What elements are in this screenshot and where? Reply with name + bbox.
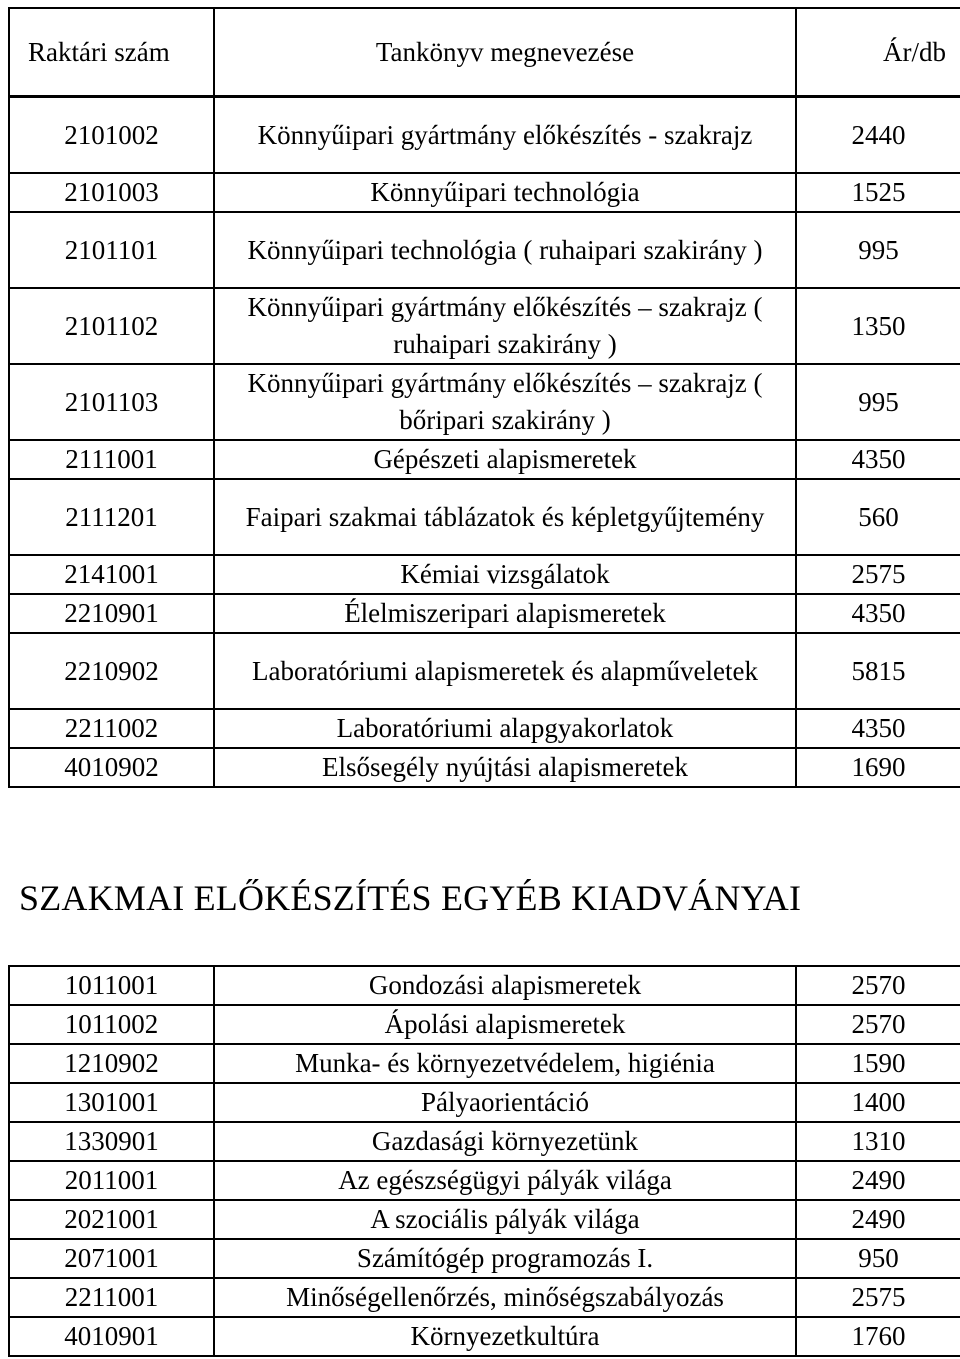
cell-code: 2210901: [9, 594, 214, 633]
cell-code: 2011001: [9, 1161, 214, 1200]
table-row: [9, 173, 960, 212]
table-row: [9, 1161, 960, 1200]
cell-price: 1350: [796, 288, 960, 364]
cell-title: Ápolási alapismeretek: [214, 1005, 796, 1044]
cell-title: Az egészségügyi pályák világa: [214, 1161, 796, 1200]
cell-price: 2490: [796, 1161, 960, 1200]
cell-title: Elsősegély nyújtási alapismeretek: [214, 748, 796, 787]
cell-code: 1301001: [9, 1083, 214, 1122]
header-price: Ár/db: [796, 8, 960, 97]
cell-title: Számítógép programozás I.: [214, 1239, 796, 1278]
cell-title: Könnyűipari gyártmány előkészítés – szakrajz ( ruhaipari szakirány ): [214, 288, 796, 364]
cell-code: 1011001: [9, 966, 214, 1005]
cell-code: 2021001: [9, 1200, 214, 1239]
cell-code: 4010902: [9, 748, 214, 787]
table-row: [9, 594, 960, 633]
cell-code: 2211002: [9, 709, 214, 748]
cell-title: Faipari szakmai táblázatok és képletgyűjtemény: [214, 479, 796, 555]
table-row: [9, 440, 960, 479]
cell-title: A szociális pályák világa: [214, 1200, 796, 1239]
table-row: [9, 966, 960, 1005]
cell-title: Könnyűipari technológia: [214, 173, 796, 212]
cell-code: 2210902: [9, 633, 214, 709]
cell-title: Könnyűipari gyártmány előkészítés - szakrajz: [214, 97, 796, 174]
cell-price: 2570: [796, 1005, 960, 1044]
table-row: [9, 1083, 960, 1122]
cell-title: Gépészeti alapismeretek: [214, 440, 796, 479]
cell-code: 2101002: [9, 97, 214, 174]
table-row: [9, 1278, 960, 1317]
cell-price: 560: [796, 479, 960, 555]
cell-price: 5815: [796, 633, 960, 709]
cell-price: 4350: [796, 594, 960, 633]
cell-code: 2101003: [9, 173, 214, 212]
cell-code: 2111201: [9, 479, 214, 555]
cell-code: 2211001: [9, 1278, 214, 1317]
table-row: [9, 709, 960, 748]
cell-price: 1525: [796, 173, 960, 212]
cell-title: Laboratóriumi alapgyakorlatok: [214, 709, 796, 748]
table-row: [9, 97, 960, 174]
cell-title: Környezetkultúra: [214, 1317, 796, 1356]
cell-code: 4010901: [9, 1317, 214, 1356]
cell-price: 2440: [796, 97, 960, 174]
cell-title: Gondozási alapismeretek: [214, 966, 796, 1005]
section-heading: SZAKMAI ELŐKÉSZÍTÉS EGYÉB KIADVÁNYAI: [19, 878, 802, 918]
textbook-price-table: [8, 7, 960, 788]
table-row: [9, 633, 960, 709]
cell-price: 2575: [796, 1278, 960, 1317]
header-code: Raktári szám: [9, 8, 214, 97]
table-row: [9, 212, 960, 288]
cell-price: 950: [796, 1239, 960, 1278]
cell-price: 995: [796, 364, 960, 440]
table-row: [9, 479, 960, 555]
cell-code: 1330901: [9, 1122, 214, 1161]
cell-price: 1400: [796, 1083, 960, 1122]
table-row: [9, 1239, 960, 1278]
table-row: [9, 364, 960, 440]
cell-price: 4350: [796, 709, 960, 748]
cell-price: 1590: [796, 1044, 960, 1083]
cell-code: 1210902: [9, 1044, 214, 1083]
cell-title: Munka- és környezetvédelem, higiénia: [214, 1044, 796, 1083]
cell-code: 2111001: [9, 440, 214, 479]
cell-code: 2071001: [9, 1239, 214, 1278]
header-title: Tankönyv megnevezése: [214, 8, 796, 97]
cell-price: 2490: [796, 1200, 960, 1239]
cell-title: Könnyűipari technológia ( ruhaipari szakirány ): [214, 212, 796, 288]
table-row: [9, 1317, 960, 1356]
cell-code: 1011002: [9, 1005, 214, 1044]
cell-code: 2141001: [9, 555, 214, 594]
cell-title: Pályaorientáció: [214, 1083, 796, 1122]
cell-title: Kémiai vizsgálatok: [214, 555, 796, 594]
cell-title: Minőségellenőrzés, minőségszabályozás: [214, 1278, 796, 1317]
other-publications-table: [8, 965, 960, 1357]
table-row: [9, 1044, 960, 1083]
cell-code: 2101101: [9, 212, 214, 288]
cell-title: Könnyűipari gyártmány előkészítés – szakrajz ( bőripari szakirány ): [214, 364, 796, 440]
cell-price: 4350: [796, 440, 960, 479]
table-row: [9, 1200, 960, 1239]
table-row: [9, 1122, 960, 1161]
cell-title: Gazdasági környezetünk: [214, 1122, 796, 1161]
cell-code: 2101103: [9, 364, 214, 440]
cell-price: 1760: [796, 1317, 960, 1356]
table-row: [9, 748, 960, 787]
table-row: [9, 288, 960, 364]
cell-code: 2101102: [9, 288, 214, 364]
cell-price: 2575: [796, 555, 960, 594]
cell-price: 2570: [796, 966, 960, 1005]
table-row: [9, 1005, 960, 1044]
cell-title: Laboratóriumi alapismeretek és alapműveletek: [214, 633, 796, 709]
cell-price: 995: [796, 212, 960, 288]
table-row: [9, 555, 960, 594]
cell-title: Élelmiszeripari alapismeretek: [214, 594, 796, 633]
cell-price: 1690: [796, 748, 960, 787]
cell-price: 1310: [796, 1122, 960, 1161]
table-header-row: [9, 8, 960, 97]
